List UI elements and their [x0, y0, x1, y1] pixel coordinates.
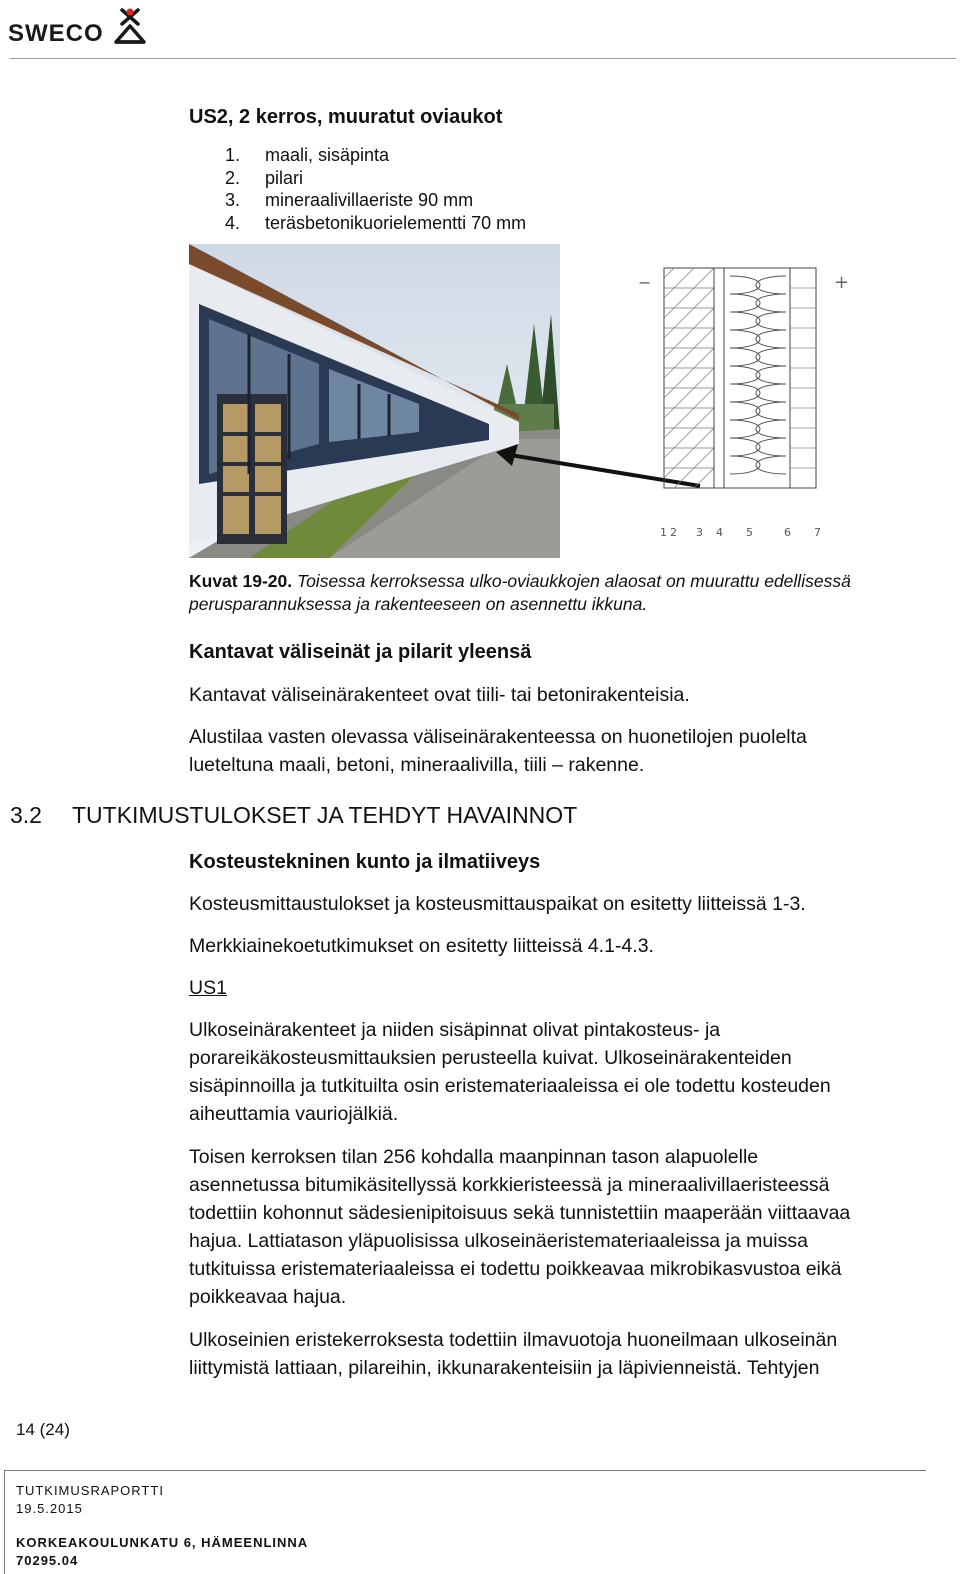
sweco-logo: [8, 4, 158, 46]
footer-address: KORKEAKOULUNKATU 6, HÄMEENLINNA: [16, 1535, 309, 1550]
footer-report-type: TUTKIMUSRAPORTTI: [16, 1483, 164, 1498]
paragraph: Alustilaa vasten olevassa väliseinärakenteessa on huonetilojen puolelta lueteltuna maali, betoni, mineraalivilla, tiili – rakenne.: [189, 726, 807, 776]
logo-text: SWECO: [8, 20, 104, 47]
layer-number: 1: [660, 526, 667, 539]
layer-number: 7: [814, 526, 821, 539]
subheading-load-bearing: Kantavat väliseinät ja pilarit yleensä: [189, 641, 532, 663]
list-item: 4. teräsbetonikuorielementti 70 mm: [225, 212, 527, 233]
layer-list: [225, 144, 526, 234]
paragraph: Merkkiainekoetutkimukset on esitetty liitteissä 4.1-4.3.: [189, 935, 654, 957]
paragraph: Kantavat väliseinärakenteet ovat tiili- tai betonirakenteisia.: [189, 684, 690, 706]
layer-number: 2: [670, 526, 677, 539]
figure-caption: Kuvat 19-20. Toisessa kerroksessa ulko-oviaukkojen alaosat on muurattu edellisessä perusparannuksessa ja rakenteeseen on asennettu ikkuna.: [189, 571, 851, 614]
paragraph: Ulkoseinien eristekerroksesta todettiin ilmavuotoja huoneilmaan ulkoseinän liittymistä lattiaan, pilareihin, ikkunarakenteisiin ja läpivienneistä. Tehtyjen: [189, 1329, 838, 1379]
page-number: 14 (24): [16, 1420, 70, 1439]
paragraph: Kosteusmittaustulokset ja kosteusmittauspaikat on esitetty liitteissä 1-3.: [189, 893, 806, 915]
subheading-moisture: Kosteustekninen kunto ja ilmatiiveys: [189, 851, 541, 873]
sweco-mark-icon: [112, 6, 148, 46]
footer-project-code: 70295.04: [16, 1553, 79, 1568]
section-number: 3.2: [10, 802, 42, 828]
layer-number: 3: [696, 526, 703, 539]
footer-vertical-rule: [4, 1470, 5, 1574]
us1-label: US1: [189, 977, 227, 999]
layer-number: 6: [784, 526, 791, 539]
layer-number: 4: [716, 526, 723, 539]
footer-rule: [4, 1470, 926, 1471]
paragraph: Toisen kerroksen tilan 256 kohdalla maanpinnan tason alapuolelle asennetussa bitumikäsitellyssä korkkieristeessä ja mineraalivillaeristeessä todettiin kohonnut sädesienipitoisuus sekä tunnistettiin maaperään viittaavaa hajua. Lattiatason yläpuolisissa ulkoseinäeristemateriaaleissa ja muissa tutkituissa eristemateriaaleissa ei todettu poikkeavaa mikrobikasvustoa eikä poikkeavaa hajua.: [189, 1146, 851, 1308]
plus-label: +: [834, 272, 850, 293]
list-item: 2. pilari: [225, 167, 304, 188]
paragraph: Ulkoseinärakenteet ja niiden sisäpinnat olivat pintakosteus- ja porareikäkosteusmittauksien perusteella kuivat. Ulkoseinärakenteiden sisäpinnoilla ja tutkituilta osin eristemateriaaleissa ei ole todettu kosteuden aiheuttamia vauriojälkiä.: [189, 1019, 831, 1125]
wall-section-diagram: [620, 258, 860, 543]
minus-label: −: [638, 273, 652, 292]
photo-heading: US2, 2 kerros, muuratut oviaukot: [189, 106, 503, 128]
section-heading: [10, 802, 577, 829]
section-title: TUTKIMUSTULOKSET JA TEHDYT HAVAINNOT: [72, 802, 578, 828]
caption-label: Kuvat 19-20.: [189, 571, 293, 591]
list-item: 3. mineraalivillaeriste 90 mm: [225, 190, 474, 210]
list-item: 1. maali, sisäpinta: [225, 145, 390, 165]
footer-date: 19.5.2015: [16, 1501, 83, 1516]
layer-number: 5: [746, 526, 753, 539]
building-photo: [189, 244, 560, 558]
header-rule: [10, 58, 956, 59]
